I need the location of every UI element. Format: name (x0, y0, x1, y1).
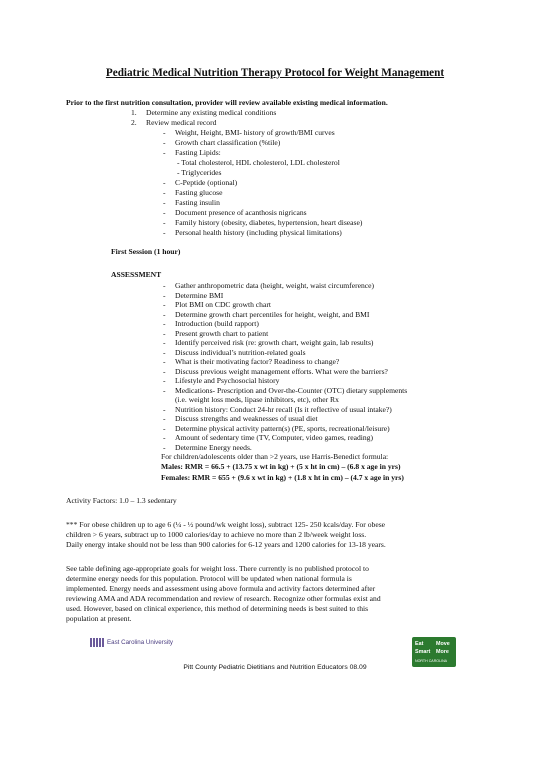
list-item: Medications- Prescription and Over-the-Counter (OTC) dietary supplements (175, 385, 408, 395)
list-item: Determine physical activity pattern(s) (PE, sports, recreational/leisure) (175, 423, 390, 433)
list-item: Discuss individual’s nutrition-related goals (175, 347, 306, 357)
bullet-dash: - (163, 218, 166, 227)
list-number: 1. (131, 108, 137, 117)
intro-text: Prior to the first nutrition consultation, provider will review available existing medical information. (66, 98, 388, 107)
harris-note: For children/adolescents older than >2 years, use Harris-Benedict formula: (161, 452, 389, 461)
see-table-line: population at present. (66, 614, 132, 623)
ems-logo-word: NORTH CAROLINA (415, 659, 448, 663)
list-item: Identify perceived risk (re: growth chart, weight gain, lab results) (175, 338, 374, 347)
bullet-dash: - (163, 423, 166, 433)
males-formula: Males: RMR = 66.5 + (13.75 x wt in kg) + (5 x ht in cm) – (6.8 x age in yrs) (161, 462, 401, 471)
activity-factors: Activity Factors: 1.0 – 1.3 sedentary (66, 496, 177, 505)
bullet-dash: - (163, 328, 166, 338)
ems-logo-word: Smart (415, 649, 431, 655)
bullet-dash: - (163, 385, 166, 395)
list-item: Introduction (build rapport) (175, 319, 259, 328)
bullet-dash: - (163, 404, 166, 414)
bullet-dash: - (163, 128, 166, 137)
bullet-dash: - (163, 433, 166, 442)
ems-logo-word: Move (436, 641, 450, 647)
list-item: Growth chart classification (%tile) (175, 138, 281, 147)
list-item: Document presence of acanthosis nigricans (175, 208, 307, 217)
ecu-logo (90, 638, 173, 647)
list-item: Determine BMI (175, 290, 224, 300)
ems-logo-word: More (436, 649, 449, 655)
list-item: - Total cholesterol, HDL cholesterol, LDL cholesterol (177, 158, 340, 167)
list-item: Gather anthropometric data (height, weight, waist circumference) (175, 281, 375, 290)
bullet-dash: - (163, 178, 166, 187)
list-item: Discuss previous weight management efforts. What were the barriers? (175, 366, 388, 376)
obese-note-line: Daily energy intake should not be less than 900 calories for 6-12 years and 1200 calories for 13-18 years. (66, 540, 386, 549)
see-table-line: determine energy needs for this population. Protocol will be updated when national formula is (66, 574, 352, 583)
list-item: C-Peptide (optional) (175, 178, 238, 187)
obese-note-line: children > 6 years, subtract up to 1000 calories/day to achieve no more than 2 lb/week weight loss. (66, 530, 367, 539)
list-item: Determine any existing medical conditions (146, 108, 277, 117)
list-item: Plot BMI on CDC growth chart (175, 300, 271, 309)
bullet-dash: - (163, 338, 166, 347)
bullet-dash: - (163, 188, 166, 197)
list-item: Fasting glucose (175, 188, 223, 197)
page-footer: Pitt County Pediatric Dietitians and Nutrition Educators 08.09 (183, 664, 367, 671)
see-table-line: reviewing AMA and ADA recommendation and review of research. Recognize other formulas exist and (66, 594, 381, 603)
list-item: - Triglycerides (177, 168, 222, 177)
bullet-dash: - (163, 300, 166, 309)
bullet-dash: - (163, 290, 166, 300)
bullet-dash: - (163, 208, 166, 217)
bullet-dash: - (163, 442, 166, 452)
see-table-line: implemented. Energy needs and assessment using above formula and activity factors determined after (66, 584, 376, 593)
list-item: Personal health history (including physical limitations) (175, 228, 342, 237)
bullet-dash: - (163, 319, 166, 328)
first-session-heading: First Session (1 hour) (111, 247, 181, 256)
bullet-dash: - (163, 347, 166, 357)
bullet-dash: - (163, 138, 166, 147)
ems-logo-word: Eat (415, 641, 424, 647)
bullet-dash: - (163, 198, 166, 207)
bullet-dash: - (163, 366, 166, 376)
bullet-dash: - (163, 357, 166, 366)
bullet-dash: - (163, 148, 166, 157)
list-item: Fasting insulin (175, 198, 220, 207)
list-item: Family history (obesity, diabetes, hypertension, heart disease) (175, 218, 363, 227)
list-item: Lifestyle and Psychosocial history (175, 376, 280, 385)
list-item: Weight, Height, BMI- history of growth/BMI curves (175, 128, 335, 137)
bullet-dash: - (163, 228, 166, 237)
list-item: Review medical record (146, 118, 217, 127)
obese-note-line: *** For obese children up to age 6 (¼ - ½ pound/wk weight loss), subtract 125- 250 kcals/day. For obese (66, 520, 386, 529)
eat-smart-move-more-logo (412, 637, 456, 667)
bullet-dash: - (163, 309, 166, 319)
list-item: Nutrition history: Conduct 24-hr recall (Is it reflective of usual intake?) (175, 404, 392, 414)
list-item: Present growth chart to patient (175, 328, 269, 338)
bullet-dash: - (163, 281, 166, 290)
females-formula: Females: RMR = 655 + (9.6 x wt in kg) + (1.8 x ht in cm) – (4.7 x age in yrs) (161, 473, 404, 482)
list-item: Amount of sedentary time (TV, Computer, video games, reading) (175, 433, 374, 442)
ecu-logo-text: East Carolina University (107, 639, 174, 646)
page-title: Pediatric Medical Nutrition Therapy Protocol for Weight Management (105, 67, 445, 79)
assessment-heading: ASSESSMENT (111, 270, 162, 279)
list-item: Fasting Lipids: (175, 148, 221, 157)
bullet-dash: - (163, 414, 166, 423)
list-item: Determine Energy needs. (175, 442, 252, 452)
see-table-line: See table defining age-appropriate goals for weight loss. There currently is no published protocol to (66, 564, 369, 573)
list-item: Determine growth chart percentiles for height, weight, and BMI (175, 309, 370, 319)
see-table-line: used. However, based on clinical experience, this method of determining needs is best suited to this (66, 604, 369, 613)
list-number: 2. (131, 118, 137, 127)
list-item: (i.e. weight loss meds, lipase inhibitors, etc), other Rx (175, 395, 339, 404)
list-item: Discuss strengths and weaknesses of usual diet (175, 414, 318, 423)
list-item: What is their motivating factor? Readiness to change? (175, 357, 340, 366)
ecu-logo-icon (90, 638, 104, 647)
bullet-dash: - (163, 376, 166, 385)
